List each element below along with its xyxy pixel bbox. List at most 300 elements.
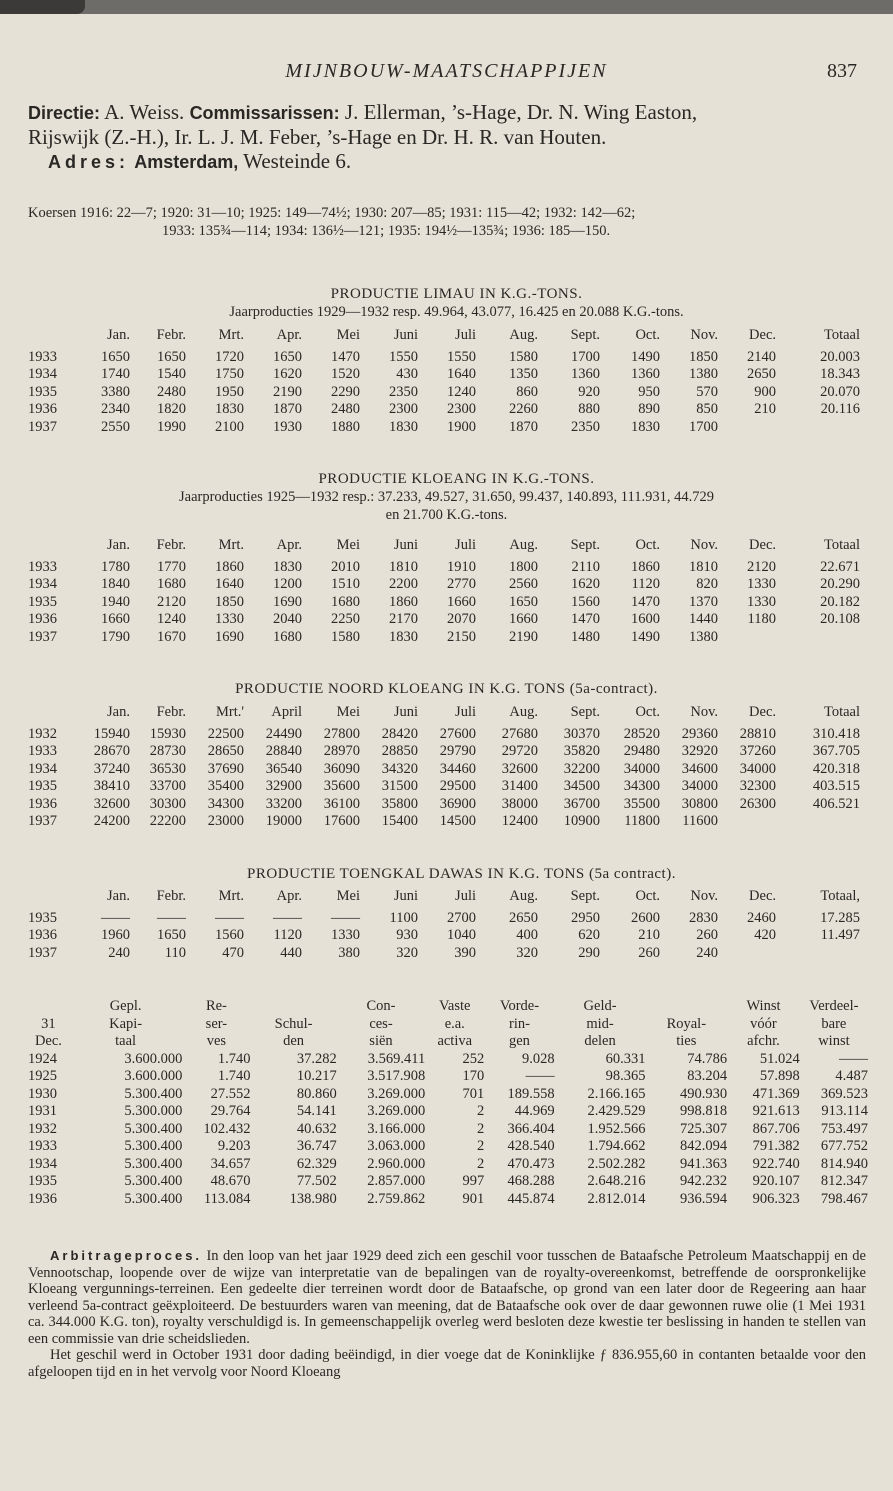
toengkal-cell (718, 945, 776, 963)
noord-cell: 35500 (623, 795, 660, 812)
toengkal-header-cell: Mrt. (218, 888, 244, 904)
limau-header-year (28, 327, 66, 349)
noord-cell (718, 813, 776, 831)
financial-cell: 80.860 (296, 1085, 337, 1102)
limau-cell: 1750 (215, 366, 244, 382)
toengkal-cell: 380 (338, 944, 360, 961)
limau-header-cell: Jan. (107, 327, 130, 343)
adres-city: Amsterdam, (134, 152, 239, 172)
noord-cell: 406.521 (812, 795, 860, 812)
financial-header-cell: Gepl. (109, 998, 142, 1014)
financial-header-cell: ves (206, 1033, 227, 1049)
limau-header-cell: Sept. (570, 327, 600, 343)
noord-cell: 15930 (149, 725, 186, 742)
financial-header-cell: ties (676, 1033, 697, 1049)
limau-cell: 1850 (689, 348, 718, 365)
financial-cell: 98.365 (605, 1068, 646, 1084)
limau-cell: 2350 (389, 383, 418, 400)
limau-cell: 1650 (101, 348, 130, 365)
financial-row-year: 1934 (28, 1155, 57, 1172)
running-header (0, 58, 893, 90)
noord-cell: 22500 (207, 725, 244, 742)
kloeang-cell: 1480 (571, 628, 600, 645)
financial-row-year: 1925 (28, 1068, 57, 1084)
financial-cell: 48.670 (210, 1173, 251, 1189)
toengkal-header-cell: Sept. (570, 888, 600, 904)
noord-cell: 27680 (501, 725, 538, 742)
limau-header-cell: Febr. (156, 327, 186, 343)
toengkal-cell: —— (331, 909, 360, 926)
kloeang-cell: 1380 (689, 628, 718, 645)
financial-cell: 51.024 (759, 1050, 800, 1067)
directie-line-1 (28, 100, 868, 125)
limau-header-cell: Juli (455, 327, 476, 343)
noord-cell: 32600 (93, 795, 130, 812)
kloeang-cell: 2170 (389, 611, 418, 627)
financial-header-cell (645, 998, 727, 1016)
noord-cell: 29500 (439, 778, 476, 794)
limau-row (28, 384, 860, 402)
financial-header-cell: Royal- (666, 1015, 707, 1032)
arbitrage-text (28, 1248, 866, 1380)
kloeang-cell: 1580 (331, 628, 360, 645)
financial-cell: 5.300.400 (124, 1120, 183, 1137)
financial-cell: 40.632 (296, 1120, 337, 1137)
toengkal-cell: 1330 (331, 927, 360, 943)
toengkal-cell: 390 (454, 944, 476, 961)
limau-cell: 1380 (689, 366, 718, 382)
kloeang-cell: 2120 (157, 593, 186, 610)
kloeang-cell: 1200 (273, 576, 302, 592)
noord-cell: 22200 (149, 813, 186, 829)
toengkal-cell: 440 (280, 944, 302, 961)
financial-cell: 34.657 (210, 1155, 251, 1172)
noord-cell: 30370 (563, 725, 600, 742)
limau-header-cell: Aug. (509, 327, 538, 343)
toengkal-cell: 470 (222, 944, 244, 961)
limau-cell: 1550 (447, 348, 476, 365)
noord-cell: 32600 (501, 760, 538, 777)
noord-cell: 34320 (381, 760, 418, 777)
financial-cell: 921.613 (752, 1103, 800, 1119)
noord-cell: 31400 (501, 778, 538, 794)
noord-cell: 403.515 (812, 778, 860, 794)
noord-cell: 38000 (501, 795, 538, 812)
toengkal-cell: 2460 (747, 909, 776, 926)
financial-row (28, 1156, 868, 1174)
kloeang-cell: 1620 (571, 576, 600, 592)
noord-cell: 12400 (501, 813, 538, 829)
financial-header-cell: Geld- (583, 998, 617, 1014)
limau-row (28, 401, 860, 419)
noord-row (28, 761, 860, 779)
noord-cell: 36530 (149, 760, 186, 777)
noord-cell: 34460 (439, 760, 476, 777)
financial-header-cell: e.a. (444, 1015, 465, 1032)
limau-cell: 1900 (447, 418, 476, 435)
toengkal-header-cell: Dec. (749, 888, 776, 904)
kloeang-header-cell: Sept. (570, 537, 600, 553)
arbitrage-paragraph-2: Het geschil werd in October 1931 door dading beëindigd, in dier voege dat de Koninklijke ƒ 836.955,60 in contanten betaalde voor den afgeloopen tijd en in het vervolg voor Noord Kloeang (28, 1347, 866, 1380)
noord-cell: 28650 (207, 743, 244, 759)
limau-cell: 1950 (215, 383, 244, 400)
toengkal-header-cell: Totaal, (820, 888, 860, 904)
financial-cell: 3.600.000 (124, 1050, 183, 1067)
noord-row-year: 1937 (28, 813, 57, 829)
financial-header-cell: Re- (205, 998, 227, 1014)
kloeang-cell: 1510 (331, 576, 360, 592)
financial-row-year: 1924 (28, 1050, 57, 1067)
toengkal-header-cell: Apr. (276, 888, 302, 904)
financial-cell: 753.497 (820, 1120, 868, 1137)
limau-cell: 1720 (215, 348, 244, 365)
toengkal-table (28, 888, 860, 962)
financial-cell: 998.818 (680, 1103, 728, 1119)
financial-cell: 942.232 (680, 1173, 728, 1189)
financial-cell: 3.063.000 (367, 1138, 426, 1154)
noord-row-year: 1935 (28, 778, 57, 794)
kloeang-cell: 1440 (689, 611, 718, 627)
kloeang-row (28, 594, 860, 612)
limau-cell: 900 (754, 383, 776, 400)
kloeang-cell: 1680 (157, 576, 186, 592)
toengkal-cell: 2830 (689, 909, 718, 926)
kloeang-row-year: 1933 (28, 558, 57, 575)
noord-header-cell: Juli (455, 704, 476, 720)
financial-header-cell: vóór (750, 1015, 777, 1032)
financial-header-cell: siën (369, 1033, 393, 1049)
toengkal-row (28, 927, 860, 945)
financial-row (28, 1103, 868, 1121)
limau-row-year: 1937 (28, 418, 57, 435)
financial-header-row (28, 1033, 868, 1051)
kloeang-cell: 1560 (571, 593, 600, 610)
noord-cell: 30300 (149, 795, 186, 812)
noord-cell: 23000 (207, 813, 244, 829)
kloeang-section (0, 470, 893, 524)
noord-cell: 310.418 (812, 725, 860, 742)
financial-header-cell: activa (437, 1033, 473, 1049)
kloeang-cell: 1830 (389, 628, 418, 645)
financial-row-year: 1933 (28, 1138, 57, 1154)
kloeang-title: PRODUCTIE KLOEANG IN K.G.-TONS. (318, 471, 595, 487)
noord-cell: 35600 (323, 778, 360, 794)
limau-cell: 2480 (157, 383, 186, 400)
kloeang-table (28, 537, 860, 646)
toengkal-cell: 1040 (447, 927, 476, 943)
toengkal-cell: 1100 (389, 909, 418, 926)
noord-row (28, 726, 860, 744)
kloeang-header-cell: Dec. (749, 537, 776, 553)
limau-cell: 1830 (389, 418, 418, 435)
toengkal-cell: 2650 (509, 909, 538, 926)
financial-cell: 997 (462, 1173, 485, 1189)
financial-cell: 2.648.216 (587, 1173, 646, 1189)
kloeang-cell: 1860 (631, 558, 660, 575)
financial-cell: —— (525, 1068, 555, 1084)
kloeang-cell: 1690 (273, 593, 302, 610)
toengkal-cell: 400 (516, 927, 538, 943)
limau-cell: 20.070 (820, 383, 860, 400)
limau-cell: 1700 (689, 418, 718, 435)
limau-cell: 860 (516, 383, 538, 400)
financial-cell: 791.382 (752, 1138, 800, 1154)
financial-cell: 54.141 (296, 1103, 337, 1119)
limau-header-row (28, 327, 860, 349)
financial-cell: 471.369 (752, 1085, 800, 1102)
limau-cell: 1490 (631, 348, 660, 365)
limau-header-cell: Dec. (749, 327, 776, 343)
financial-header-cell: 31 (41, 1015, 56, 1032)
noord-cell: 36900 (439, 795, 476, 812)
noord-cell: 14500 (439, 813, 476, 829)
financial-cell: 1.794.662 (587, 1138, 646, 1154)
noord-cell: 33200 (265, 795, 302, 812)
toengkal-header-cell: Oct. (635, 888, 660, 904)
financial-header-cell: gen (508, 1033, 530, 1049)
kloeang-cell: 20.108 (820, 611, 860, 627)
kloeang-cell: 820 (696, 576, 718, 592)
limau-cell: 1870 (273, 401, 302, 417)
limau-cell: 2190 (273, 383, 302, 400)
limau-row-year: 1934 (28, 366, 57, 382)
financial-cell: 3.166.000 (367, 1120, 426, 1137)
noord-cell: 34000 (681, 778, 718, 794)
kloeang-cell: 1790 (101, 628, 130, 645)
financial-cell: 252 (462, 1050, 485, 1067)
financial-cell: 74.786 (687, 1050, 728, 1067)
kloeang-cell: 1800 (509, 558, 538, 575)
noord-cell: 10900 (563, 813, 600, 829)
kloeang-cell (718, 629, 776, 647)
toengkal-cell: 1960 (101, 927, 130, 943)
noord-header-cell: Mrt.' (216, 704, 244, 720)
kloeang-header-cell: Apr. (276, 537, 302, 553)
financial-cell: 5.300.400 (124, 1155, 183, 1172)
noord-cell: 28670 (93, 743, 130, 759)
kloeang-cell: 1860 (215, 558, 244, 575)
kloeang-cell: 1680 (331, 593, 360, 610)
toengkal-cell: 290 (578, 944, 600, 961)
noord-header-cell: Mei (336, 704, 360, 720)
toengkal-header-cell: Juni (393, 888, 418, 904)
kloeang-cell: 1640 (215, 576, 244, 592)
limau-header-cell: Oct. (635, 327, 660, 343)
financial-cell: 936.594 (680, 1190, 728, 1207)
noord-cell: 34500 (563, 778, 600, 794)
financial-header-cell: mid- (586, 1015, 614, 1032)
limau-cell: 2550 (101, 418, 130, 435)
noord-cell: 32300 (739, 778, 776, 794)
limau-cell: 2350 (571, 418, 600, 435)
kloeang-header-cell: Aug. (509, 537, 538, 553)
financial-cell: 798.467 (820, 1190, 868, 1207)
kloeang-cell: 1940 (101, 593, 130, 610)
financial-row (28, 1051, 868, 1069)
financial-row-year: 1935 (28, 1173, 57, 1189)
financial-cell: 3.517.908 (367, 1068, 426, 1084)
noord-cell: 28730 (149, 743, 186, 759)
financial-cell: 906.323 (752, 1190, 800, 1207)
limau-cell: 850 (696, 401, 718, 417)
financial-cell: 428.540 (507, 1138, 555, 1154)
financial-cell: 2.429.529 (587, 1103, 646, 1119)
noord-cell: 24490 (265, 725, 302, 742)
noord-header-cell: April (271, 704, 302, 720)
noord-cell: 34300 (623, 778, 660, 794)
limau-title: PRODUCTIE LIMAU IN K.G.-TONS. (330, 286, 583, 302)
financial-cell: 922.740 (752, 1155, 800, 1172)
adres-label: Adres: (48, 152, 130, 172)
toengkal-cell: 320 (396, 944, 418, 961)
kloeang-cell: 1650 (509, 593, 538, 610)
financial-cell: 5.300.000 (124, 1103, 183, 1119)
kloeang-cell: 2040 (273, 611, 302, 627)
kloeang-subtitle-2: en 21.700 K.G.-tons. (385, 507, 508, 523)
noord-cell: 35400 (207, 778, 244, 794)
noord-cell: 367.705 (812, 743, 860, 759)
limau-cell: 1620 (273, 366, 302, 382)
kloeang-cell: 2190 (509, 628, 538, 645)
toengkal-header-cell: Nov. (690, 888, 718, 904)
noord-cell: 29720 (501, 743, 538, 759)
limau-cell: 3380 (101, 383, 130, 400)
limau-cell: 1360 (571, 366, 600, 382)
noord-header-cell: Juni (393, 704, 418, 720)
limau-header-cell: Mrt. (218, 327, 244, 343)
limau-table (28, 327, 860, 436)
financial-header-row (28, 998, 868, 1016)
kloeang-cell: 2110 (571, 558, 600, 575)
financial-cell: 867.706 (752, 1120, 800, 1137)
toengkal-header-cell: Aug. (509, 888, 538, 904)
kloeang-row (28, 611, 860, 629)
noord-cell: 37240 (93, 760, 130, 777)
limau-row-year: 1933 (28, 348, 57, 365)
commissarissen-names-2: Rijswijk (Z.-H.), Ir. L. J. M. Feber, ’s-Hage en Dr. H. R. van Houten. (28, 125, 607, 149)
toengkal-header-row (28, 888, 860, 910)
financial-row (28, 1086, 868, 1104)
financial-header-cell: Winst (746, 998, 781, 1014)
financial-cell: 9.203 (217, 1138, 251, 1154)
financial-header-cell: winst (818, 1033, 850, 1049)
noord-cell: 24200 (93, 813, 130, 829)
toengkal-cell: —— (273, 909, 302, 926)
kloeang-cell: 1330 (215, 611, 244, 627)
noord-cell: 19000 (265, 813, 302, 829)
toengkal-cell: 17.285 (820, 909, 860, 926)
kloeang-cell: 1660 (101, 611, 130, 627)
kloeang-cell: 1120 (631, 576, 660, 592)
kloeang-cell: 1770 (157, 558, 186, 575)
kloeang-cell: 2120 (747, 558, 776, 575)
financial-cell: 60.331 (605, 1050, 646, 1067)
limau-cell: 920 (578, 383, 600, 400)
directie-label: Directie: (28, 103, 101, 123)
toengkal-cell: 260 (638, 944, 660, 961)
noord-cell: 28840 (265, 743, 302, 759)
limau-cell: 2340 (101, 401, 130, 417)
limau-cell: 1240 (447, 383, 476, 400)
noord-cell: 32200 (563, 760, 600, 777)
limau-cell: 18.343 (820, 366, 860, 382)
toengkal-cell: 1650 (157, 927, 186, 943)
kloeang-cell: 1660 (509, 611, 538, 627)
kloeang-cell: 1470 (571, 611, 600, 627)
financial-row-year: 1930 (28, 1085, 57, 1102)
kloeang-cell: 20.182 (820, 593, 860, 610)
noord-cell: 34000 (623, 760, 660, 777)
kloeang-cell: 2250 (331, 611, 360, 627)
kloeang-header-cell: Mei (336, 537, 360, 553)
noord-cell: 35800 (381, 795, 418, 812)
financial-header-cell: delen (584, 1033, 616, 1049)
commissarissen-label: Commissarissen: (189, 103, 340, 123)
noord-cell: 34600 (681, 760, 718, 777)
noord-cell: 26300 (739, 795, 776, 812)
noord-cell: 36700 (563, 795, 600, 812)
kloeang-cell: 1830 (273, 558, 302, 575)
noord-cell: 36100 (323, 795, 360, 812)
toengkal-cell: 11.497 (820, 927, 860, 943)
kloeang-cell: 1910 (447, 558, 476, 575)
toengkal-section (0, 865, 893, 883)
kloeang-row-year: 1937 (28, 628, 57, 645)
limau-cell: 1520 (331, 366, 360, 382)
noord-cell: 37690 (207, 760, 244, 777)
kloeang-row (28, 576, 860, 594)
kloeang-cell: 1850 (215, 593, 244, 610)
financial-cell: 83.204 (687, 1068, 728, 1084)
koersen-block (28, 204, 868, 240)
limau-row-year: 1936 (28, 401, 57, 417)
financial-header-cell: Kapi- (109, 1015, 143, 1032)
financial-row (28, 1173, 868, 1191)
noord-cell: 32920 (681, 743, 718, 759)
kloeang-cell: 1780 (101, 558, 130, 575)
limau-cell: 1650 (157, 348, 186, 365)
limau-cell: 1830 (215, 401, 244, 417)
noord-cell: 15400 (381, 813, 418, 829)
limau-cell: 570 (696, 383, 718, 400)
noord-cell: 34000 (739, 760, 776, 777)
toengkal-cell: 210 (638, 927, 660, 943)
financial-cell: 3.269.000 (367, 1085, 426, 1102)
financial-cell: 701 (462, 1085, 485, 1102)
toengkal-cell: 1120 (273, 927, 302, 943)
kloeang-cell: 2770 (447, 576, 476, 592)
noord-header-cell: Dec. (749, 704, 776, 720)
financial-cell: 677.752 (820, 1138, 868, 1154)
financial-cell: 725.307 (680, 1120, 728, 1137)
limau-cell: 1640 (447, 366, 476, 382)
toengkal-cell: —— (101, 909, 130, 926)
financial-header-cell: Verdeel- (809, 998, 859, 1014)
kloeang-row-year: 1934 (28, 576, 57, 592)
noord-cell: 28420 (381, 725, 418, 742)
limau-row (28, 366, 860, 384)
noord-cell: 11600 (682, 813, 718, 829)
noord-row (28, 813, 860, 831)
toengkal-cell: 110 (164, 944, 186, 961)
noord-cell: 36540 (265, 760, 302, 777)
kloeang-header-row (28, 537, 860, 559)
financial-section (28, 998, 868, 1208)
financial-cell: 920.107 (752, 1173, 800, 1189)
kloeang-header-cell: Juli (455, 537, 476, 553)
financial-cell: 44.969 (514, 1103, 555, 1119)
limau-cell: 2140 (747, 348, 776, 365)
